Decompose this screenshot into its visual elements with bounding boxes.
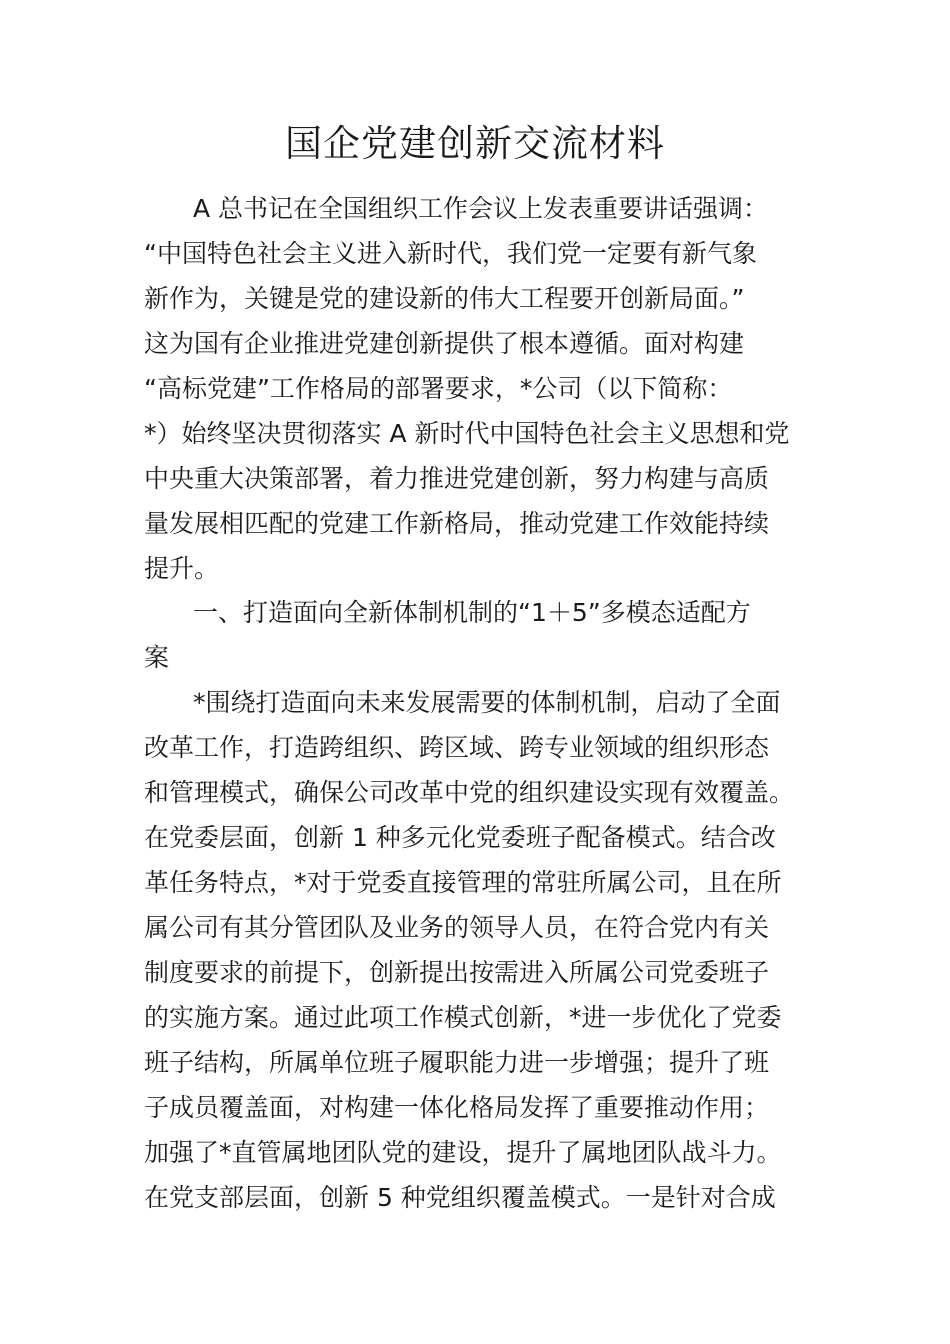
section-heading: 案 <box>144 643 170 672</box>
paragraph-line: 在党支部层面，创新 5 种党组织覆盖模式。一是针对合成 <box>144 1183 776 1212</box>
paragraph-line: “高标党建”工作格局的部署要求，*公司（以下简称： <box>144 374 733 403</box>
paragraph-line: 改革工作，打造跨组织、跨区域、跨专业领域的组织形态 <box>144 733 770 762</box>
paragraph-line: 新作为，关键是党的建设新的伟大工程要开创新局面。” <box>144 284 745 313</box>
paragraph-line: 加强了*直管属地团队党的建设，提升了属地团队战斗力。 <box>144 1138 782 1167</box>
paragraph-line: 子成员覆盖面，对构建一体化格局发挥了重要推动作用； <box>144 1093 770 1122</box>
paragraph-line: *）始终坚决贯彻落实 A 新时代中国特色社会主义思想和党 <box>144 419 790 448</box>
paragraph-line: 班子结构，所属单位班子履职能力进一步增强；提升了班 <box>144 1048 770 1077</box>
paragraph-line: 提升。 <box>144 554 220 583</box>
paragraph-line: *围绕打造面向未来发展需要的体制机制，启动了全面 <box>193 688 781 717</box>
section-heading: 一、打造面向全新体制机制的“1＋5”多模态适配方 <box>193 598 751 627</box>
paragraph-line: 中央重大决策部署，着力推进党建创新，努力构建与高质 <box>144 464 770 493</box>
paragraph-line: 革任务特点，*对于党委直接管理的常驻所属公司，且在所 <box>144 868 782 897</box>
document-title: 国企党建创新交流材料 <box>285 122 665 165</box>
paragraph-line: A 总书记在全国组织工作会议上发表重要讲话强调： <box>193 194 769 223</box>
paragraph-line: 制度要求的前提下，创新提出按需进入所属公司党委班子 <box>144 958 770 987</box>
paragraph-line: “中国特色社会主义进入新时代，我们党一定要有新气象 <box>144 239 757 268</box>
paragraph-line: 在党委层面，创新 1 种多元化党委班子配备模式。结合改 <box>144 823 776 852</box>
paragraph-line: 属公司有其分管团队及业务的领导人员，在符合党内有关 <box>144 913 770 942</box>
paragraph-line: 量发展相匹配的党建工作新格局，推动党建工作效能持续 <box>144 509 770 538</box>
paragraph-line: 的实施方案。通过此项工作模式创新，*进一步优化了党委 <box>144 1003 782 1032</box>
paragraph-line: 和管理模式，确保公司改革中党的组织建设实现有效覆盖。 <box>144 778 795 807</box>
paragraph-line: 这为国有企业推进党建创新提供了根本遵循。面对构建 <box>144 329 745 358</box>
